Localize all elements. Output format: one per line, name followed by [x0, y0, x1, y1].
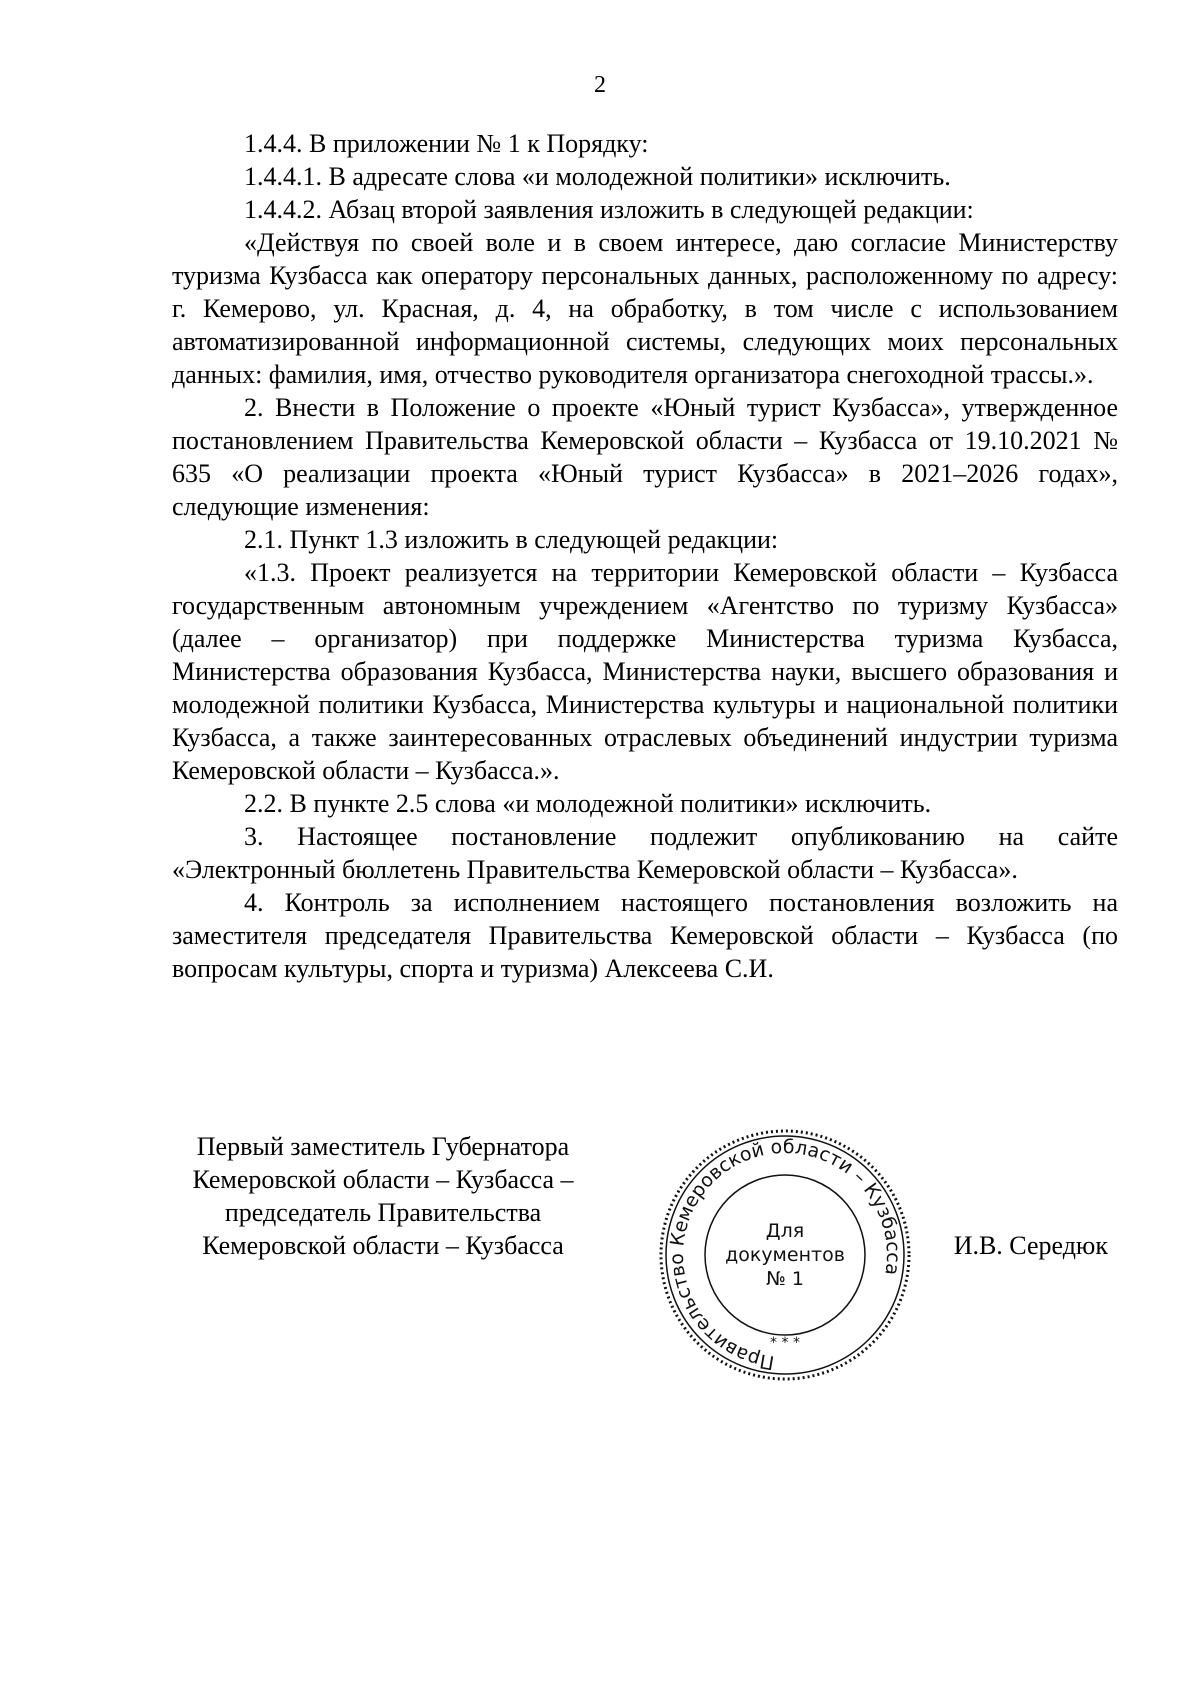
paragraph: «1.3. Проект реализуется на территории Кемеровской области – Кузбасса государственным автономным учреждением «Агентство по туризму Кузбасса» (далее – организатор) при поддержке Министерства туризма Кузбасса, Министерства образования Кузбасса, Министерства науки, высшего образования и молодежной политики Кузбасса, Министерства культуры и национальной политики Кузбасса, а также заинтересованных отраслевых объединений индустрии туризма Кемеровской области – Кузбасса.». — [172, 558, 1118, 785]
paragraph: 1.4.4.1. В адресате слова «и молодежной политики» исключить. — [244, 162, 951, 191]
paragraph: 2.1. Пункт 1.3 изложить в следующей редакции: — [244, 525, 779, 554]
paragraph: 1.4.4. В приложении № 1 к Порядку: — [244, 129, 649, 158]
official-seal — [655, 1125, 915, 1385]
signatory-title-line: Кемеровской области – Кузбасса – — [192, 1165, 574, 1194]
paragraph: «Действуя по своей воле и в своем интересе, даю согласие Министерству туризма Кузбасса как оператору персональных данных, расположенному по адресу: г. Кемерово, ул. Красная, д. 4, на обработку, в том числе с использованием автоматизированной информационной системы, следующих моих персональных данных: фамилия, имя, отчество руководителя организатора снегоходной трассы.». — [172, 228, 1118, 389]
document-body — [172, 127, 1118, 985]
paragraph: 2. Внести в Положение о проекте «Юный турист Кузбасса», утвержденное постановлением Правительства Кемеровской области – Кузбасса от 19.10.2021 № 635 «О реализации проекта «Юный турист Кузбасса» в 2021–2026 годах», следующие изменения: — [172, 393, 1118, 521]
signatory-title-line: председатель Правительства — [224, 1198, 542, 1227]
seal-center-line: № 1 — [766, 1268, 804, 1290]
seal-stars: * * * — [770, 1335, 800, 1351]
signatory-title-line: Первый заместитель Губернатора — [196, 1132, 570, 1161]
signatory-title-line: Кемеровской области – Кузбасса — [202, 1231, 564, 1260]
seal-ring-text: Правительство Кемеровской области – Кузбасса — [665, 1135, 905, 1374]
paragraph: 3. Настоящее постановление подлежит опубликованию на сайте «Электронный бюллетень Правительства Кемеровской области – Кузбасса». — [172, 822, 1118, 884]
paragraph: 1.4.4.2. Абзац второй заявления изложить в следующей редакции: — [244, 195, 974, 224]
page-number: 2 — [594, 72, 606, 98]
signatory-name: И.В. Середюк — [953, 1231, 1108, 1260]
paragraph: 4. Контроль за исполнением настоящего постановления возложить на заместителя председателя Правительства Кемеровской области – Кузбасса (по вопросам культуры, спорта и туризма) Алексеева С.И. — [172, 888, 1118, 983]
seal-center-line: Для — [765, 1220, 805, 1242]
signatory-title — [168, 1130, 598, 1262]
paragraph: 2.2. В пункте 2.5 слова «и молодежной политики» исключить. — [244, 789, 932, 818]
seal-center-line: документов — [725, 1244, 845, 1266]
